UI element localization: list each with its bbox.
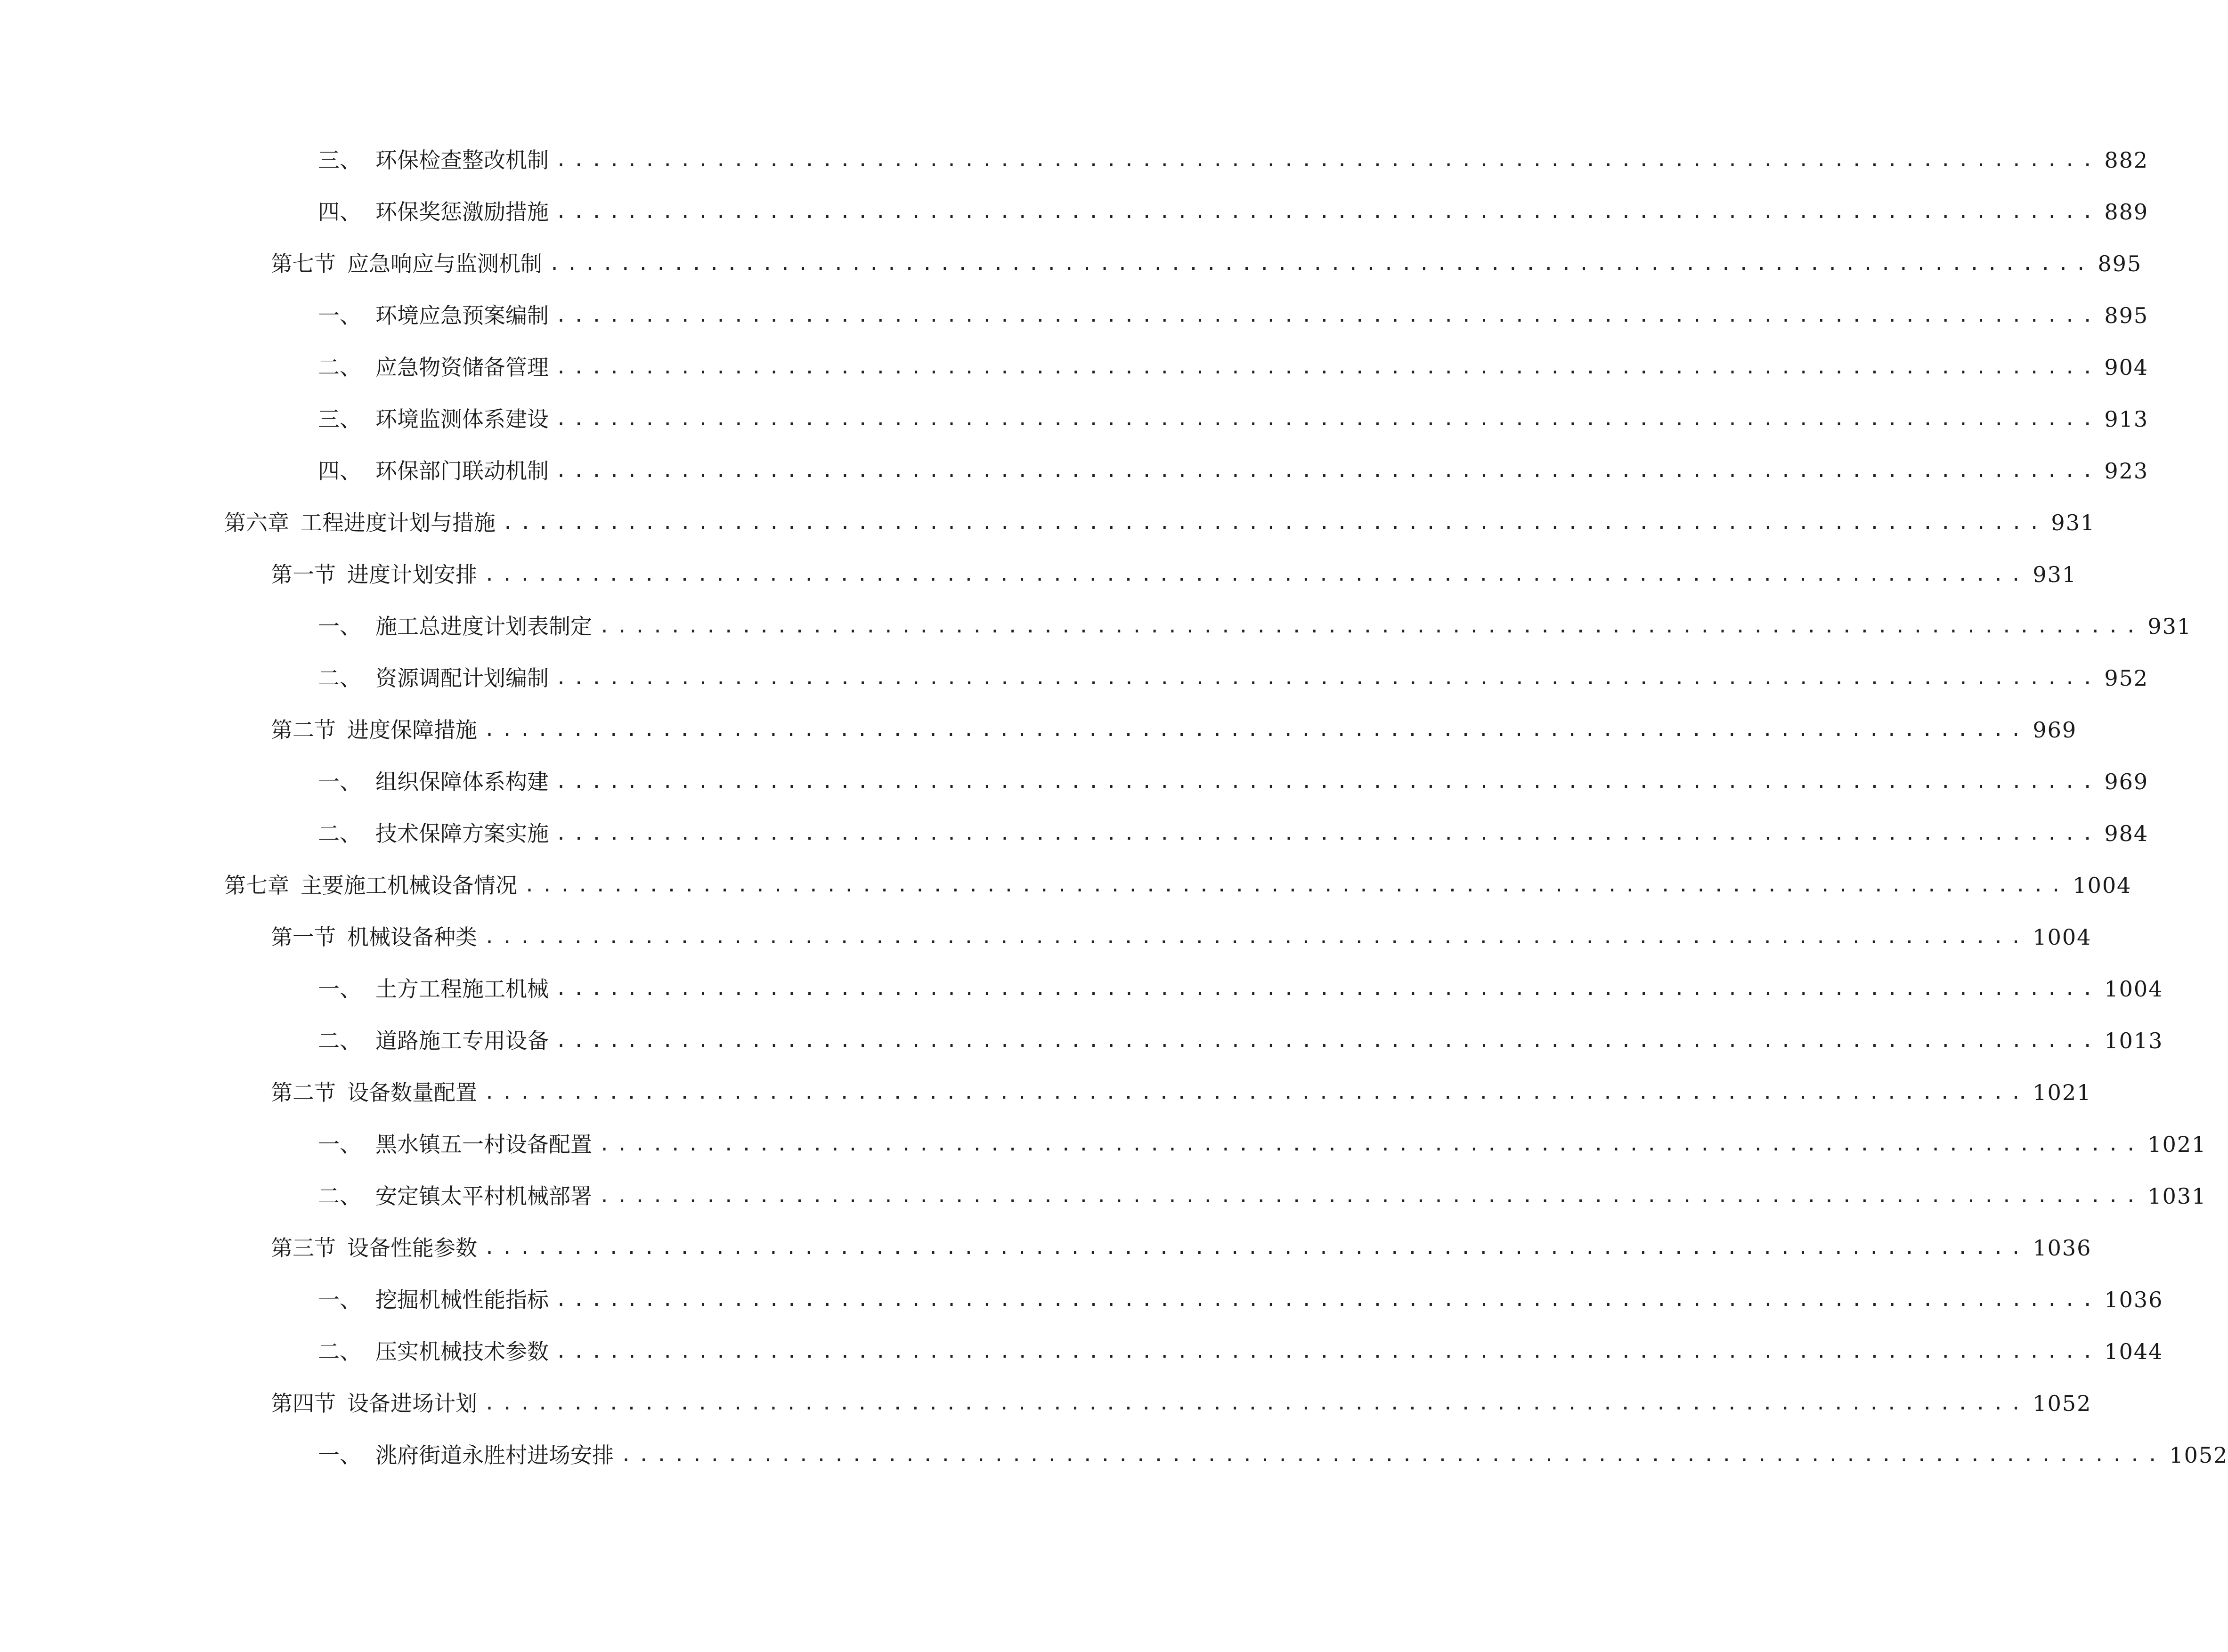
toc-entry-page: 931 [2033, 562, 2077, 587]
toc-entry-page: 1052 [2169, 1442, 2228, 1468]
toc-entry-marker: 一、 [318, 976, 361, 1002]
toc-entry[interactable] [318, 137, 2149, 174]
toc-entry-leader: ....................................................................................... [555, 771, 2100, 793]
toc-entry-title: 施工总进度计划表制定 [375, 614, 592, 639]
toc-entry-leader: ....................................................................................... [549, 253, 2093, 275]
toc-entry-marker: 第六章 [224, 510, 289, 535]
toc-entry[interactable] [318, 603, 2192, 640]
toc-entry-page: 895 [2098, 251, 2142, 276]
toc-entry-page: 984 [2104, 821, 2149, 846]
toc-entry[interactable] [271, 1069, 2092, 1107]
toc-entry[interactable] [318, 188, 2149, 226]
toc-entry-page: 913 [2104, 406, 2149, 432]
toc-entry[interactable] [224, 499, 2096, 537]
toc-entry-page: 1036 [2104, 1287, 2163, 1312]
toc-entry-title: 土方工程施工机械 [375, 976, 549, 1002]
toc-entry-title: 环保部门联动机制 [375, 458, 549, 484]
toc-entry[interactable] [318, 1173, 2207, 1210]
toc-entry-marker: 一、 [318, 1287, 361, 1312]
toc-entry[interactable] [318, 1432, 2228, 1469]
toc-entry-leader: ....................................................................................... [555, 201, 2100, 223]
toc-entry-marker: 第七节 [271, 251, 336, 276]
toc-entry-title: 设备性能参数 [347, 1235, 477, 1261]
toc-entry-title: 黑水镇五一村设备配置 [375, 1132, 592, 1157]
toc-entry-leader: ....................................................................................... [555, 408, 2100, 430]
toc-entry-leader: ....................................................................................... [484, 719, 2028, 741]
toc-entry-leader: ....................................................................................... [555, 149, 2100, 171]
toc-entry-marker: 二、 [318, 1339, 361, 1364]
toc-entry-leader: ....................................................................................... [599, 1185, 2143, 1207]
toc-entry-marker: 二、 [318, 1183, 361, 1209]
toc-entry-title: 主要施工机械设备情况 [301, 873, 517, 898]
toc-entry-leader: ....................................................................................... [620, 1444, 2165, 1466]
toc-entry-title: 道路施工专用设备 [375, 1028, 549, 1053]
toc-entry-marker: 第一节 [271, 924, 336, 950]
toc-entry-title: 环境监测体系建设 [375, 406, 549, 432]
toc-entry-page: 1004 [2033, 924, 2092, 950]
toc-entry-leader: ....................................................................................... [555, 667, 2100, 689]
toc-entry[interactable] [318, 447, 2149, 485]
toc-entry[interactable] [318, 1276, 2163, 1314]
toc-entry-marker: 二、 [318, 1028, 361, 1053]
toc-entry-leader: ....................................................................................... [555, 460, 2100, 482]
toc-entry[interactable] [318, 292, 2149, 330]
toc-entry-leader: ....................................................................................... [555, 823, 2100, 844]
toc-entry-title: 环境应急预案编制 [375, 303, 549, 328]
toc-entry-leader: ....................................................................................... [502, 512, 2047, 534]
toc-entry-title: 进度计划安排 [347, 562, 477, 587]
toc-entry-marker: 一、 [318, 614, 361, 639]
toc-entry[interactable] [271, 551, 2077, 589]
toc-entry-marker: 第一节 [271, 562, 336, 587]
toc-entry-page: 1004 [2104, 976, 2163, 1002]
toc-entry-leader: ....................................................................................... [599, 615, 2143, 637]
toc-entry[interactable] [318, 810, 2149, 848]
toc-entry-marker: 三、 [318, 406, 361, 432]
toc-entry-marker: 四、 [318, 199, 361, 225]
toc-entry-marker: 三、 [318, 147, 361, 173]
toc-entry-title: 设备数量配置 [347, 1080, 477, 1105]
toc-entry[interactable] [271, 240, 2142, 278]
toc-entry-page: 904 [2104, 355, 2149, 380]
toc-entry-title: 安定镇太平村机械部署 [375, 1183, 592, 1209]
toc-entry-title: 环保奖惩激励措施 [375, 199, 549, 225]
toc-entry-page: 969 [2033, 717, 2077, 743]
toc-entry[interactable] [271, 914, 2092, 951]
toc-entry-marker: 二、 [318, 821, 361, 846]
toc-entry[interactable] [318, 965, 2163, 1003]
toc-entry-title: 工程进度计划与措施 [301, 510, 496, 535]
toc-entry-page: 931 [2051, 510, 2096, 535]
toc-entry-page: 1021 [2033, 1080, 2092, 1105]
toc-entry[interactable] [271, 706, 2077, 744]
toc-entry-marker: 四、 [318, 458, 361, 484]
toc-entry-title: 进度保障措施 [347, 717, 477, 743]
toc-entry[interactable] [318, 344, 2149, 381]
toc-entry[interactable] [318, 1328, 2163, 1366]
toc-entry-page: 1004 [2073, 873, 2132, 898]
toc-entry[interactable] [318, 396, 2149, 433]
toc-entry-page: 969 [2104, 769, 2149, 794]
toc-entry-title: 洮府街道永胜村进场安排 [375, 1442, 614, 1468]
toc-entry[interactable] [318, 1017, 2163, 1055]
toc-entry[interactable] [318, 758, 2149, 796]
toc-entry-title: 应急物资储备管理 [375, 355, 549, 380]
toc-entry-title: 挖掘机械性能指标 [375, 1287, 549, 1312]
toc-entry[interactable] [271, 1380, 2092, 1417]
toc-entry-marker: 一、 [318, 303, 361, 328]
toc-entry-page: 1013 [2104, 1028, 2163, 1053]
toc-entry-title: 机械设备种类 [347, 924, 477, 950]
toc-entry-leader: ....................................................................................... [484, 1393, 2028, 1414]
toc-entry-marker: 第二节 [271, 717, 336, 743]
toc-entry-marker: 一、 [318, 1442, 361, 1468]
toc-entry-page: 1031 [2147, 1183, 2207, 1209]
toc-entry-page: 931 [2147, 614, 2192, 639]
toc-entry-leader: ....................................................................................... [524, 875, 2068, 896]
toc-entry-page: 889 [2104, 199, 2149, 225]
toc-entry-title: 资源调配计划编制 [375, 665, 549, 691]
toc-entry-page: 1044 [2104, 1339, 2163, 1364]
toc-entry-page: 1036 [2033, 1235, 2092, 1261]
toc-entry-page: 895 [2104, 303, 2149, 328]
toc-entry-leader: ....................................................................................... [555, 978, 2100, 1000]
toc-entry-marker: 二、 [318, 355, 361, 380]
toc-entry-marker: 第七章 [224, 873, 289, 898]
toc-entry-page: 1021 [2147, 1132, 2207, 1157]
toc-entry-leader: ....................................................................................... [555, 356, 2100, 378]
toc-entry-marker: 一、 [318, 1132, 361, 1157]
toc-entry-leader: ....................................................................................... [555, 305, 2100, 326]
toc-entry-leader: ....................................................................................... [484, 1082, 2028, 1103]
toc-entry-leader: ....................................................................................... [484, 564, 2028, 585]
toc-entry-leader: ....................................................................................... [484, 1237, 2028, 1259]
toc-entry-marker: 第四节 [271, 1391, 336, 1416]
toc-entry-marker: 二、 [318, 665, 361, 691]
toc-entry[interactable] [224, 862, 2132, 899]
toc-entry[interactable] [318, 655, 2149, 692]
toc-entry-leader: ....................................................................................... [555, 1289, 2100, 1311]
toc-entry[interactable] [318, 1121, 2207, 1158]
toc-entry-leader: ....................................................................................... [484, 926, 2028, 948]
toc-entry-title: 应急响应与监测机制 [347, 251, 542, 276]
toc-entry-page: 882 [2104, 147, 2149, 173]
toc-entry-title: 技术保障方案实施 [375, 821, 549, 846]
toc-entry-page: 1052 [2033, 1391, 2092, 1416]
toc-entry[interactable] [271, 1224, 2092, 1262]
toc-entry-marker: 第二节 [271, 1080, 336, 1105]
toc-entry-title: 设备进场计划 [347, 1391, 477, 1416]
toc-entry-title: 组织保障体系构建 [375, 769, 549, 794]
toc-entry-title: 环保检查整改机制 [375, 147, 549, 173]
toc-entry-page: 923 [2104, 458, 2149, 484]
toc-entry-marker: 一、 [318, 769, 361, 794]
toc-entry-marker: 第三节 [271, 1235, 336, 1261]
toc-entry-leader: ....................................................................................... [555, 1341, 2100, 1362]
toc-entry-leader: ....................................................................................... [599, 1134, 2143, 1155]
toc-entry-leader: ....................................................................................... [555, 1030, 2100, 1052]
toc-entry-title: 压实机械技术参数 [375, 1339, 549, 1364]
toc-entry-page: 952 [2104, 665, 2149, 691]
